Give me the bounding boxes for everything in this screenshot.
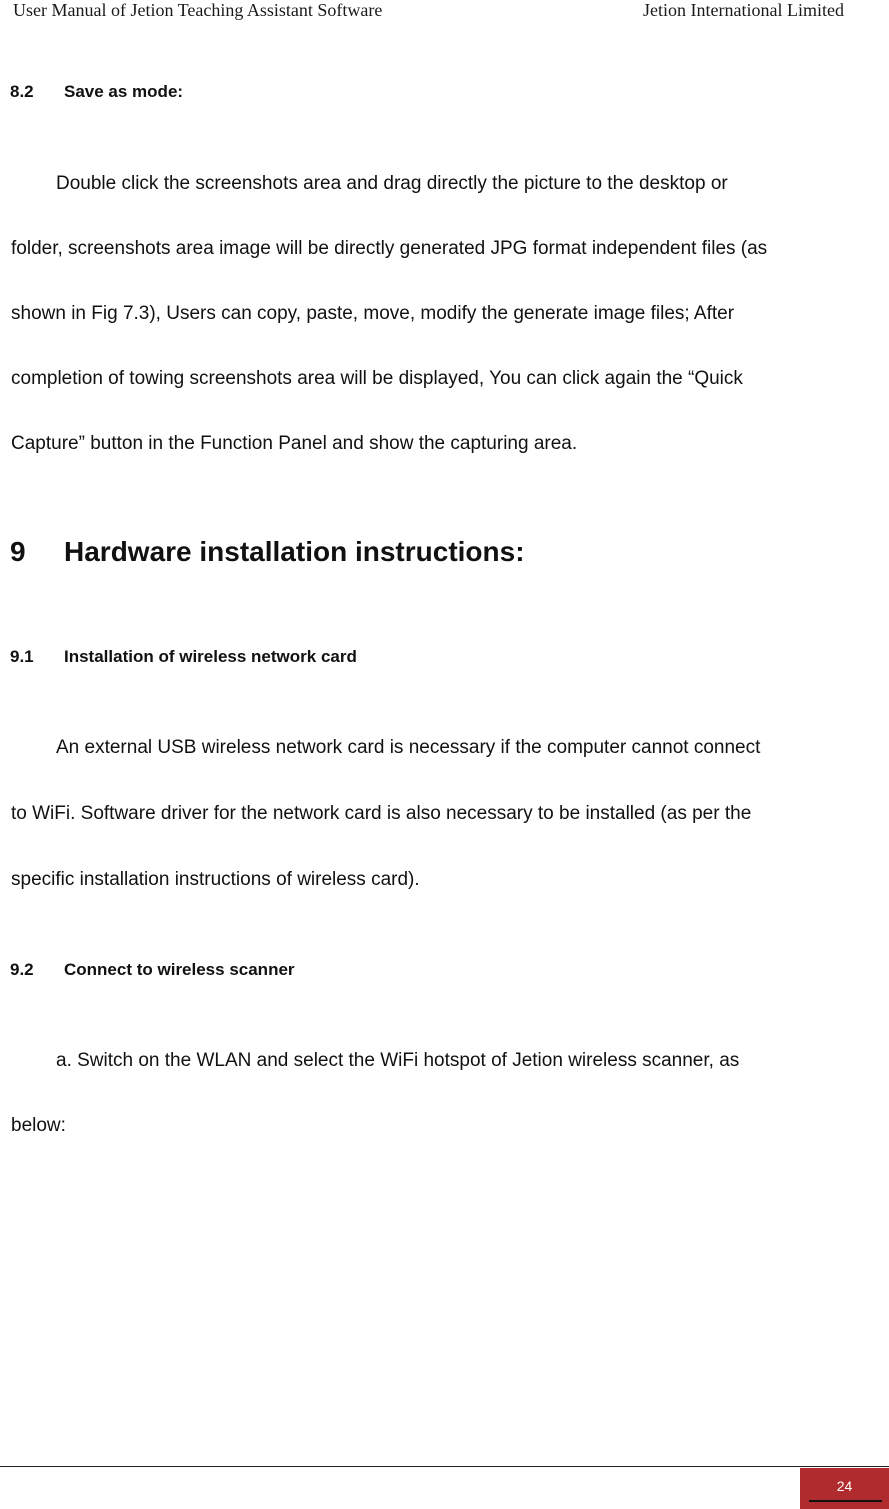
chapter-heading-9 <box>10 536 525 568</box>
section-title: Connect to wireless scanner <box>64 960 295 979</box>
chapter-title: Hardware installation instructions: <box>64 536 525 567</box>
section-heading-9-2 <box>10 960 295 980</box>
page-number: 24 <box>836 1478 853 1494</box>
section-number: 8.2 <box>10 82 34 101</box>
paragraph-line: to WiFi. Software driver for the network card is also necessary to be installed (as per the <box>11 803 752 824</box>
section-heading-9-1 <box>10 647 357 667</box>
paragraph-line: Double click the screenshots area and drag directly the picture to the desktop or <box>56 173 728 194</box>
chapter-number: 9 <box>10 536 26 567</box>
page-number-underline <box>809 1500 882 1502</box>
paragraph-line: below: <box>11 1115 66 1136</box>
paragraph-line: An external USB wireless network card is necessary if the computer cannot connect <box>56 737 761 758</box>
section-title: Save as mode: <box>64 82 184 101</box>
paragraph-line: shown in Fig 7.3), Users can copy, paste, move, modify the generate image files; After <box>11 303 735 324</box>
company-name: Jetion International Limited <box>643 0 844 20</box>
section-title: Installation of wireless network card <box>64 647 357 666</box>
document-title: User Manual of Jetion Teaching Assistant Software <box>13 0 383 20</box>
section-heading-8-2 <box>10 82 183 102</box>
page-number-badge <box>800 1468 889 1509</box>
paragraph-line: completion of towing screenshots area will be displayed, You can click again the “Quick <box>11 368 743 389</box>
section-number: 9.2 <box>10 960 34 979</box>
paragraph-line: Capture” button in the Function Panel and show the capturing area. <box>11 433 578 454</box>
paragraph-line: specific installation instructions of wireless card). <box>11 869 420 890</box>
footer-rule <box>0 1466 889 1467</box>
paragraph-line: a. Switch on the WLAN and select the WiFi hotspot of Jetion wireless scanner, as <box>56 1050 740 1071</box>
paragraph-line: folder, screenshots area image will be directly generated JPG format independent files (as <box>11 238 768 259</box>
running-header <box>0 0 889 24</box>
section-number: 9.1 <box>10 647 34 666</box>
